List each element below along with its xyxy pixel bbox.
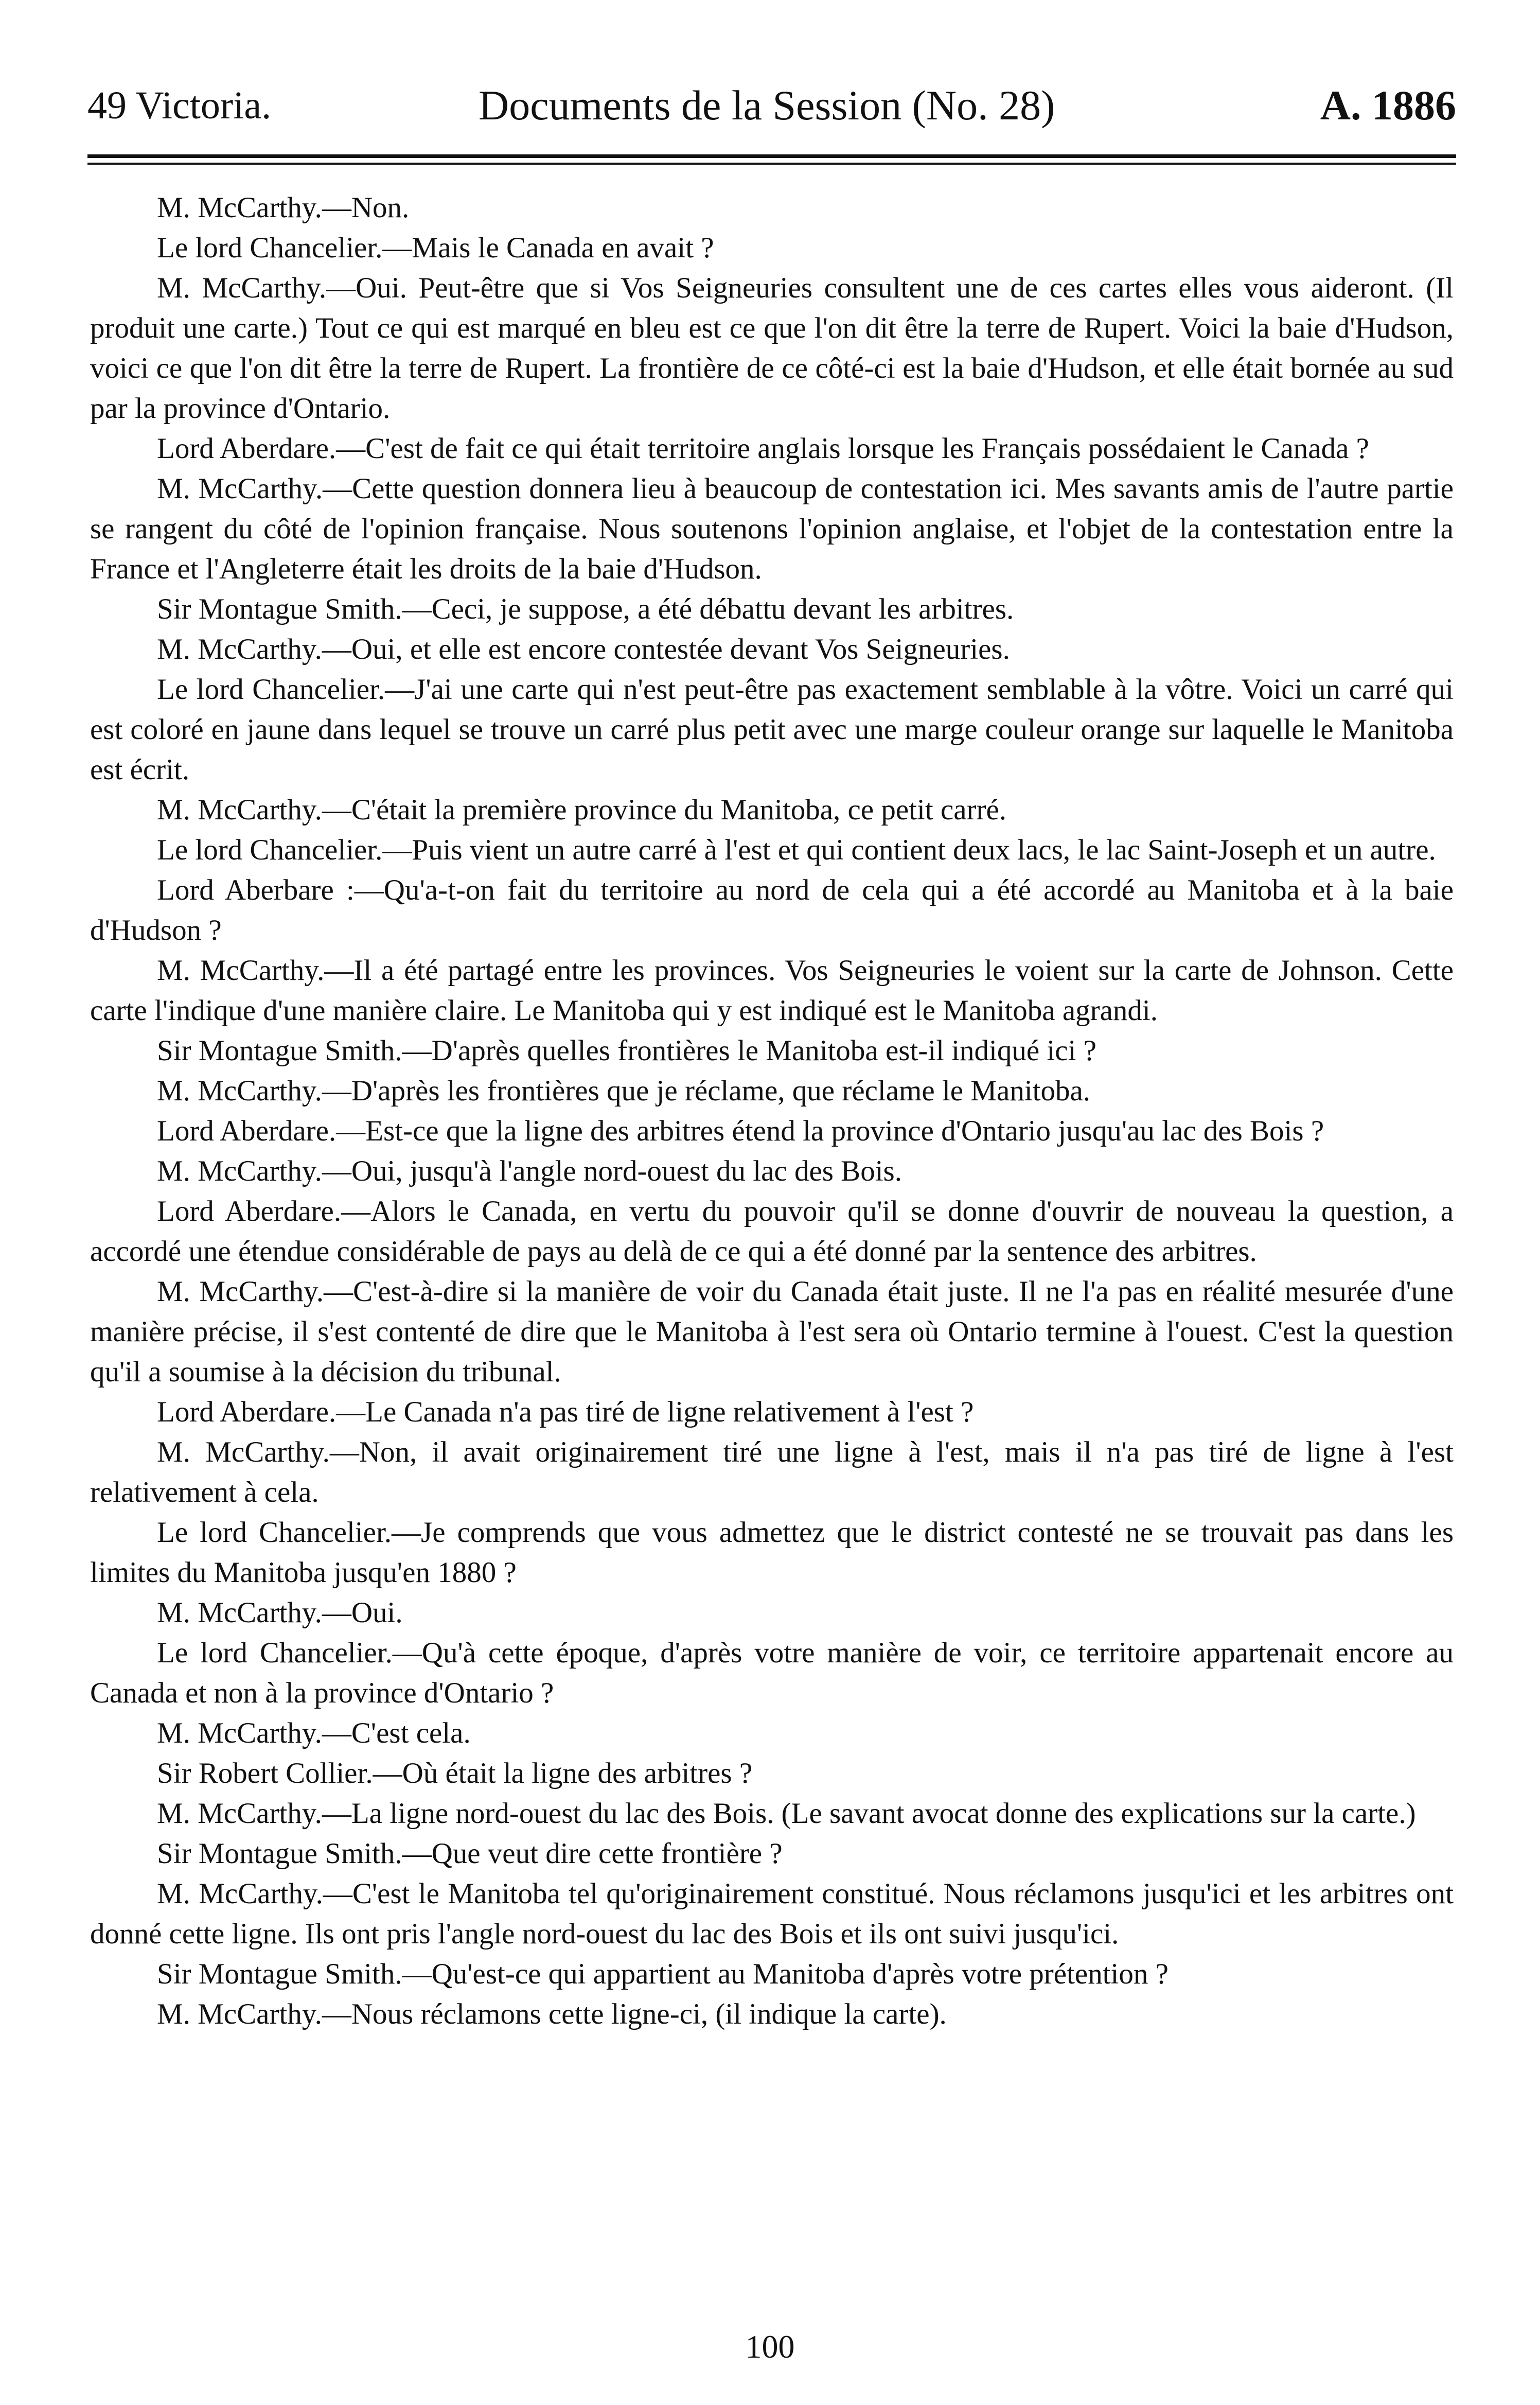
paragraph: Le lord Chancelier.—Puis vient un autre carré à l'est et qui contient deux lacs, le lac Saint-Joseph et un autre. bbox=[157, 834, 1436, 866]
paragraph: M. McCarthy.—Oui, jusqu'à l'angle nord-ouest du lac des Bois. bbox=[157, 1155, 902, 1187]
header-title: Documents de la Session (No. 28) bbox=[479, 82, 1055, 129]
paragraph: M. McCarthy.—C'est cela. bbox=[157, 1717, 471, 1749]
paragraph: M. McCarthy.—C'était la première province du Manitoba, ce petit carré. bbox=[157, 794, 1007, 826]
paragraph: Lord Aberdare.—Alors le Canada, en vertu du pouvoir qu'il se donne d'ouvrir de nouveau la question, a accordé une étendue considérable de pays au delà de ce qui a été donné par la sentence des arbitres. bbox=[90, 1195, 1454, 1268]
paragraph: M. McCarthy.—Oui, et elle est encore contestée devant Vos Seigneuries. bbox=[157, 633, 1010, 665]
page-number: 100 bbox=[745, 2328, 795, 2365]
paragraph: M. McCarthy.—D'après les frontières que je réclame, que réclame le Manitoba. bbox=[157, 1075, 1091, 1107]
paragraph: Lord Aberdare.—C'est de fait ce qui était territoire anglais lorsque les Français possédaient le Canada ? bbox=[157, 432, 1369, 465]
paragraph: Le lord Chancelier.—Je comprends que vous admettez que le district contesté ne se trouvait pas dans les limites du Manitoba jusqu'en 1880 ? bbox=[90, 1516, 1454, 1589]
paragraph: Sir Montague Smith.—Que veut dire cette frontière ? bbox=[157, 1837, 783, 1870]
paragraph: Lord Aberdare.—Est-ce que la ligne des arbitres étend la province d'Ontario jusqu'au lac des Bois ? bbox=[157, 1115, 1324, 1147]
paragraph: Le lord Chancelier.—J'ai une carte qui n'est peut-être pas exactement semblable à la vôtre. Voici un carré qui est coloré en jaune dans lequel se trouve un carré plus petit avec une marge couleur orange sur laquelle le Manitoba est écrit. bbox=[90, 673, 1454, 786]
paragraph: M. McCarthy.—C'est-à-dire si la manière de voir du Canada était juste. Il ne l'a pas en réalité mesurée d'une manière précise, il s'est contenté de dire que le Manitoba à l'est sera où Ontario termine à l'ouest. C'est la question qu'il a soumise à la décision du tribunal. bbox=[90, 1275, 1454, 1388]
paragraph: Sir Montague Smith.—D'après quelles frontières le Manitoba est-il indiqué ici ? bbox=[157, 1034, 1096, 1067]
transcript-body bbox=[90, 188, 1454, 2034]
paragraph: Sir Montague Smith.—Ceci, je suppose, a été débattu devant les arbitres. bbox=[157, 593, 1014, 625]
paragraph: M. McCarthy.—C'est le Manitoba tel qu'originairement constitué. Nous réclamons jusqu'ici et les arbitres ont donné cette ligne. Ils ont pris l'angle nord-ouest du lac des Bois et ils ont suivi jusqu'ici. bbox=[90, 1877, 1454, 1950]
header-rule-thin bbox=[87, 163, 1456, 165]
paragraph: Le lord Chancelier.—Mais le Canada en avait ? bbox=[157, 232, 714, 264]
paragraph: M. McCarthy.—Nous réclamons cette ligne-ci, (il indique la carte). bbox=[157, 1998, 947, 2030]
paragraph: Sir Montague Smith.—Qu'est-ce qui appartient au Manitoba d'après votre prétention ? bbox=[157, 1958, 1169, 1990]
paragraph: M. McCarthy.—Oui. bbox=[157, 1596, 403, 1629]
paragraph: M. McCarthy.—Non, il avait originairement tiré une ligne à l'est, mais il n'a pas tiré de ligne à l'est relativement à cela. bbox=[90, 1436, 1454, 1508]
paragraph: M. McCarthy.—Cette question donnera lieu à beaucoup de contestation ici. Mes savants amis de l'autre partie se rangent du côté de l'opinion française. Nous soutenons l'opinion anglaise, et l'objet de la contestation entre la France et l'Angleterre était les droits de la baie d'Hudson. bbox=[90, 472, 1454, 585]
header-regnal-year: 49 Victoria. bbox=[87, 84, 272, 127]
paragraph: M. McCarthy.—Oui. Peut-être que si Vos Seigneuries consultent une de ces cartes elles vous aideront. (Il produit une carte.) Tout ce qui est marqué en bleu est ce que l'on dit être la terre de Rupert. Voici la baie d'Hudson, voici ce que l'on dit être la terre de Rupert. La frontière de ce côté-ci est la baie d'Hudson, et elle était bornée au sud par la province d'Ontario. bbox=[90, 272, 1454, 425]
running-header bbox=[87, 77, 1456, 134]
paragraph: Lord Aberdare.—Le Canada n'a pas tiré de ligne relativement à l'est ? bbox=[157, 1396, 974, 1428]
paragraph: M. McCarthy.—Il a été partagé entre les provinces. Vos Seigneuries le voient sur la carte de Johnson. Cette carte l'indique d'une manière claire. Le Manitoba qui y est indiqué est le Manitoba agrandi. bbox=[90, 954, 1454, 1027]
paragraph: Sir Robert Collier.—Où était la ligne des arbitres ? bbox=[157, 1757, 753, 1789]
header-rule-thick bbox=[87, 154, 1456, 158]
paragraph: Lord Aberbare :—Qu'a-t-on fait du territoire au nord de cela qui a été accordé au Manitoba et à la baie d'Hudson ? bbox=[90, 874, 1454, 946]
paragraph: M. McCarthy.—Non. bbox=[157, 191, 410, 224]
header-year: A. 1886 bbox=[1320, 82, 1456, 129]
paragraph: M. McCarthy.—La ligne nord-ouest du lac des Bois. (Le savant avocat donne des explications sur la carte.) bbox=[157, 1797, 1416, 1830]
paragraph: Le lord Chancelier.—Qu'à cette époque, d'après votre manière de voir, ce territoire appartenait encore au Canada et non à la province d'Ontario ? bbox=[90, 1637, 1454, 1709]
